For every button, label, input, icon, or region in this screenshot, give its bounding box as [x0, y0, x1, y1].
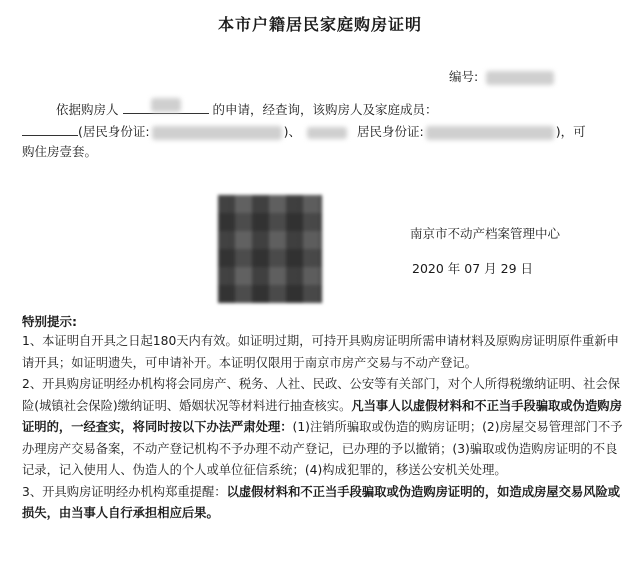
redacted-number — [486, 71, 554, 85]
redacted-id-b — [426, 126, 554, 140]
note-1: 1、本证明自开具之日起180天内有效。如证明过期，可持开具购房证明所需申请材料及原购房证明原件重新申请开具；如证明遗失，可申请补开。本证明仅限用于南京市房产交易与不动产登记。 — [22, 334, 619, 370]
redacted-applicant — [151, 98, 181, 112]
id-sep: )、 — [283, 124, 301, 139]
redacted-id-a — [152, 126, 282, 140]
line2-end: )，可 — [555, 124, 586, 139]
purchase-line: 购住房壹套。 — [22, 144, 98, 159]
line1-suffix: 的申请，经查询，该购房人及家庭成员： — [212, 102, 438, 117]
certificate-number — [449, 67, 554, 85]
issue-date: 2020 年 07 月 29 日 — [412, 261, 533, 276]
notes-heading: 特别提示: — [22, 314, 77, 329]
id-label-a: (居民身份证: — [78, 124, 150, 139]
document-title: 本市户籍居民家庭购房证明 — [217, 15, 422, 34]
member-a-blank — [22, 122, 78, 136]
applicant-line — [56, 100, 438, 118]
note-2-text: 2、开具购房证明经办机构将会同房产、税务、人社、民政、公安等有关部门，对个人所得税缴纳证明、社会保险(城镇社会保险)缴纳证明、婚姻状况等材料进行抽查核实。 — [22, 377, 621, 413]
notes-body — [22, 331, 626, 525]
number-label: 编号: — [449, 69, 479, 84]
line1-prefix: 依据购房人 — [56, 102, 119, 117]
note-2-tail: (1)注销所骗取或伪造的购房证明；(2)房屋交易管理部门不予办理房产交易备案，不动产登记机构不予办理不动产登记，已办理的予以撤销；(3)骗取或伪造购房证明的不良记录，记入使用人、伪造人的个人或单位征信系统；(4)构成犯罪的，移送公安机关处理。 — [22, 420, 623, 477]
redacted-member-b — [307, 127, 347, 139]
blurred-seal-stamp — [218, 195, 322, 303]
note-2-bold: 凡当事人以虚假材料和不正当手段骗取或伪造购房证明的，一经查实，将同时按以下办法严肃处理： — [22, 398, 622, 434]
family-members-line — [22, 122, 586, 140]
issuer-name: 南京市不动产档案管理中心 — [410, 226, 561, 241]
note-2 — [22, 374, 626, 482]
applicant-name-blank — [123, 100, 209, 114]
note-3-bold: 以虚假材料和不正当手段骗取或伪造购房证明的，如造成房屋交易风险或损失，由当事人自行承担相应后果。 — [22, 484, 621, 520]
note-3-text: 3、开具购房证明经办机构郑重提醒： — [22, 484, 227, 499]
note-3 — [22, 482, 626, 525]
id-label-b: 居民身份证: — [356, 124, 424, 139]
